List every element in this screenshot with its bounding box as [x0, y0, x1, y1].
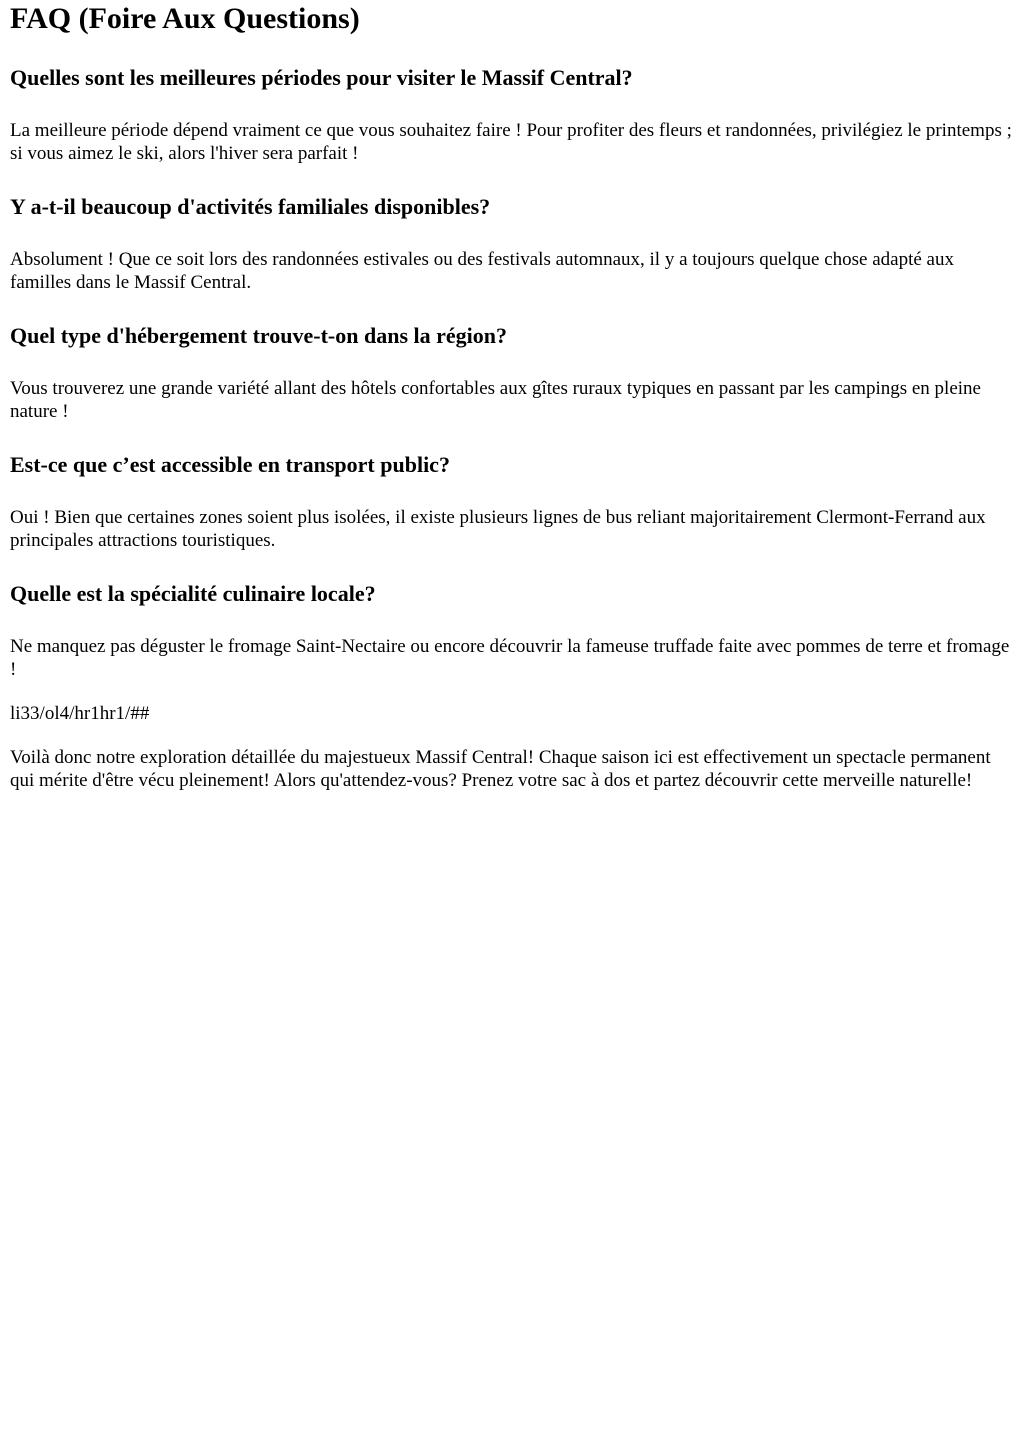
faq-list: [10, 65, 1014, 681]
page-title: FAQ (Foire Aux Questions): [10, 2, 360, 35]
faq-question-1: Quelles sont les meilleures périodes pour visiter le Massif Central?: [10, 65, 633, 90]
faq-answer-3: Vous trouverez une grande variété allant des hôtels confortables aux gîtes ruraux typiques en passant par les campings en pleine nature !: [10, 378, 981, 422]
faq-question-4: Est-ce que c’est accessible en transport public?: [10, 452, 450, 477]
faq-question-2: Y a-t-il beaucoup d'activités familiales disponibles?: [10, 194, 491, 219]
conclusion-paragraph: Voilà donc notre exploration détaillée du majestueux Massif Central! Chaque saison ici est effectivement un spectacle permanent qui mérite d'être vécu pleinement! Alors qu'attendez-vous? Prenez votre sac à dos et partez découvrir cette merveille naturelle!: [10, 747, 991, 791]
faq-question-5: Quelle est la spécialité culinaire locale?: [10, 581, 376, 606]
faq-answer-1: La meilleure période dépend vraiment ce que vous souhaitez faire ! Pour profiter des fleurs et randonnées, privilégiez le printemps ; si vous aimez le ski, alors l'hiver sera parfait !: [10, 120, 1012, 164]
faq-question-3: Quel type d'hébergement trouve-t-on dans la région?: [10, 323, 508, 348]
faq-answer-5: Ne manquez pas déguster le fromage Saint-Nectaire ou encore découvrir la fameuse truffade faite avec pommes de terre et fromage !: [10, 636, 1010, 680]
faq-answer-4: Oui ! Bien que certaines zones soient plus isolées, il existe plusieurs lignes de bus reliant majoritairement Clermont-Ferrand aux principales attractions touristiques.: [10, 507, 986, 551]
artifact-text: li33/ol4/hr1hr1/##: [10, 703, 150, 724]
faq-answer-2: Absolument ! Que ce soit lors des randonnées estivales ou des festivals automnaux, il y a toujours quelque chose adapté aux familles dans le Massif Central.: [10, 249, 954, 293]
